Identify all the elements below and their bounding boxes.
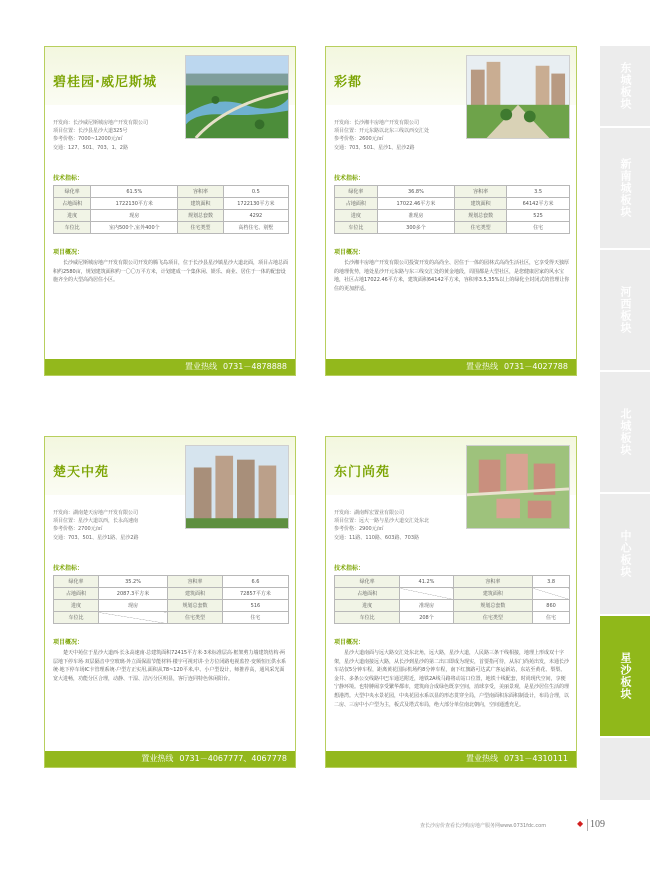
developer-line: 开发商：长沙湘丰房地产开发有限公司 <box>334 120 420 126</box>
overview-label: 项目概况： <box>334 249 365 256</box>
price-line: 参考价格：7000~12000元/㎡ <box>53 136 123 143</box>
spec-label: 进度 <box>335 600 400 612</box>
spec-label: 建筑面积 <box>178 198 223 210</box>
tab-label: 东城板块 <box>619 62 632 110</box>
tab-hexi[interactable] <box>600 250 650 370</box>
property-info <box>334 119 469 152</box>
spec-value: 300多个 <box>377 222 455 234</box>
hotline-label: 置业热线 <box>141 754 174 763</box>
spec-value: 3.5 <box>507 186 570 198</box>
project-description: 长沙威尼斯城房地产开发有限公司开发的腾飞岛项目，位于长沙县星沙镇星沙大道北面，项目占地总面积约2580亩，规划建筑面积约一〇〇万平方米，计划建成一个集休闲、娱乐、商业、居住于一体的配套设施齐全的大型高尚居住小区。 <box>53 260 289 284</box>
property-info <box>334 509 469 542</box>
property-info <box>53 509 188 542</box>
spec-value: 6.6 <box>222 576 288 588</box>
tab-zhongxin[interactable] <box>600 494 650 614</box>
spec-value: 现房 <box>91 210 178 222</box>
price-line: 参考价格：2900元/㎡ <box>334 526 384 533</box>
spec-label: 住宅类型 <box>453 612 532 624</box>
spec-value: 高档住宅、别墅 <box>223 222 288 234</box>
hotline-number: 0731－4067777、4067778 <box>179 754 287 763</box>
spec-label: 建筑面积 <box>455 198 507 210</box>
tech-label: 技术指标： <box>334 175 365 182</box>
spec-value-empty <box>98 612 167 624</box>
spec-value: 1722130平方米 <box>223 198 288 210</box>
spec-value: 525 <box>507 210 570 222</box>
sales-hotline <box>326 359 576 375</box>
spec-label: 车位比 <box>335 612 400 624</box>
spec-value: 860 <box>533 600 570 612</box>
hotline-number: 0731－4310111 <box>504 754 568 763</box>
hotline-number: 0731－4027788 <box>504 362 568 371</box>
spec-value: 35.2% <box>98 576 167 588</box>
tab-dongcheng[interactable] <box>600 46 650 126</box>
tab-label: 星沙板块 <box>619 652 632 700</box>
spec-label: 占地面积 <box>335 588 400 600</box>
tab-xinnancheng[interactable] <box>600 128 650 248</box>
tab-label: 北城板块 <box>619 408 632 456</box>
spec-table <box>334 185 570 234</box>
hotline-label: 置业热线 <box>466 362 498 371</box>
property-card <box>44 46 296 376</box>
property-card <box>325 46 577 376</box>
spec-label: 占地面积 <box>54 588 99 600</box>
spec-value: 61.5% <box>91 186 178 198</box>
spec-value: 准现房 <box>400 600 454 612</box>
spec-value: 36.8% <box>377 186 455 198</box>
spec-value: 室内500个,室外400个 <box>91 222 178 234</box>
spec-value: 4292 <box>223 210 288 222</box>
spec-label: 容积率 <box>168 576 223 588</box>
spec-label: 占地面积 <box>335 198 378 210</box>
spec-label: 规划总套数 <box>453 600 532 612</box>
spec-table <box>334 575 570 624</box>
project-description: 长沙湘丰房地产开发有限公司投资开发的高尚全、居住于一体的园林式高尚生活社区，它享受得天独厚的地理优势，地处星沙开元东路与东三线交汇处的黄金地段，周围都是大型社区，是您健康居家的风水宝地，社区占地17022.46平方米，建筑面积64142平方米，容积率3.5,35%以上的绿化全封闭式的管理让你住的更加舒适。 <box>334 260 570 292</box>
tech-label: 技术指标： <box>334 565 365 572</box>
location-line: 项目位置：长沙县星沙大道325号 <box>53 128 128 135</box>
price-line: 参考价格：2600元/㎡ <box>334 136 384 143</box>
overview-label: 项目概况： <box>53 639 84 646</box>
high-rise-towers-icon <box>185 445 289 529</box>
spec-label: 车位比 <box>54 222 91 234</box>
tech-label: 技术指标： <box>53 175 84 182</box>
spec-label: 绿化率 <box>54 186 91 198</box>
spec-value: 准现房 <box>377 210 455 222</box>
spec-value: 现房 <box>98 600 167 612</box>
spec-label: 绿化率 <box>54 576 99 588</box>
property-title: 楚天中苑 <box>53 465 110 480</box>
spec-label: 住宅类型 <box>178 222 223 234</box>
sales-hotline <box>326 751 576 767</box>
price-line: 参考价格：2700元/㎡ <box>53 526 103 533</box>
spec-label: 建筑面积 <box>168 588 223 600</box>
spec-value: 64142平方米 <box>507 198 570 210</box>
spec-label: 住宅类型 <box>455 222 507 234</box>
property-title: 碧桂园·威尼斯城 <box>53 75 157 90</box>
project-description: 星沙大道南面与远大路交汇处东北角，远大路，星沙大道，人民路三条干线相接，地理上形成双十字架，星沙大道南接远大路，从长沙到星沙的第二出口即成为现实，首要指可待，从东门尚苑出发，未通长沙车站仅5分钟车程，距离黄花国际机场约8分钟车程，南下红旗路可达武广客运新站，东站至黄花、梨梨、金井、多条公交线路中巴车通达附近，地铁2A线马路将动站口位置，地铁十线配套，时尚现代空间，享便宁静环境。也特膊闹享受繁华都市，建筑商合成绿色既享空间，消球享受，美丽景观，是星沙居住生活的理想港湾。大型中央水景花园，中央花园水系以显的形态贯穿全局，户型南面积东面积制设计，布局合理，以二房、三房中小户型为主，板式及塔式布局，绝大部分单位南北朝向，空间通透充足。 <box>334 650 570 708</box>
spec-label: 住宅类型 <box>168 612 223 624</box>
spec-value: 住宅 <box>222 612 288 624</box>
project-description: 楚天中苑位于星沙大道西·长永高速南·总建筑面积72415平方米·3米标准层高·框架剪力墙建筑结构·两层地下停车场·双层隔音中空玻璃·外立面保温节能材料·楼宇可视对讲·全方位闭路电视监控·变频恒压供水系统·地下停车场IC卡管理系统·户型方正实用,面积从78~120平米,中、小户型设计，师推荐高，通风采光面宽大进畅，功能分区合理，动静、干湿、洁污分区明显，客厅连同特色休闲阳台。 <box>53 650 286 682</box>
tab-beicheng[interactable] <box>600 372 650 492</box>
spec-value-empty <box>400 588 454 600</box>
developer-line: 开发商：湖南辉宏置业有限公司 <box>334 510 405 516</box>
tech-label: 技术指标： <box>53 565 84 572</box>
tab-xingsha[interactable] <box>600 616 650 736</box>
property-title: 东门尚苑 <box>334 465 391 480</box>
spec-label: 规划总套数 <box>178 210 223 222</box>
spec-label: 规划总套数 <box>168 600 223 612</box>
spec-label: 建筑面积 <box>453 588 532 600</box>
spec-label: 车位比 <box>54 612 99 624</box>
spec-label: 绿化率 <box>335 576 400 588</box>
spec-label: 容积率 <box>455 186 507 198</box>
property-info <box>53 119 188 152</box>
spec-value: 3.8 <box>533 576 570 588</box>
property-card <box>44 436 296 768</box>
spec-value: 208个 <box>400 612 454 624</box>
spec-value-empty <box>533 588 570 600</box>
aerial-green-resort-icon <box>185 55 289 139</box>
hotline-label: 置业热线 <box>185 362 217 371</box>
tab-label: 新南城板块 <box>619 158 632 218</box>
spec-label: 进度 <box>335 210 378 222</box>
spec-label: 容积率 <box>453 576 532 588</box>
overview-label: 项目概况： <box>334 639 365 646</box>
property-card <box>325 436 577 768</box>
hotline-number: 0731－4878888 <box>223 362 287 371</box>
sales-hotline <box>45 751 295 767</box>
spec-value: 41.2% <box>400 576 454 588</box>
residential-blocks-icon <box>466 445 570 529</box>
spec-table <box>53 185 289 234</box>
overview-label: 项目概况： <box>53 249 84 256</box>
location-line: 项目位置：远大一路与星沙大道交汇处东北 <box>334 518 430 525</box>
spec-table <box>53 575 289 624</box>
spec-value: 2087.3平方米 <box>98 588 167 600</box>
page-number: 109 <box>590 819 605 830</box>
spec-value: 0.5 <box>223 186 288 198</box>
footer-divider <box>587 819 588 831</box>
spec-label: 进度 <box>54 210 91 222</box>
spec-label: 占地面积 <box>54 198 91 210</box>
spec-label: 绿化率 <box>335 186 378 198</box>
hotline-label: 置业热线 <box>466 754 498 763</box>
spec-value: 17022.46平方米 <box>377 198 455 210</box>
spec-value: 1722130平方米 <box>91 198 178 210</box>
location-line: 项目位置：开元东路以北东三线以西交汇处 <box>334 128 430 135</box>
tab-label: 中心板块 <box>619 530 632 578</box>
property-title: 彩都 <box>334 75 363 90</box>
transit-line: 交通：703、501、星沙1路、星沙2路 <box>53 534 139 541</box>
developer-line: 开发商：长沙威尼斯城房地产开发有限公司 <box>53 120 149 126</box>
tab-spacer <box>600 738 650 800</box>
sales-hotline <box>45 359 295 375</box>
spec-value: 72857平方米 <box>222 588 288 600</box>
spec-value: 住宅 <box>533 612 570 624</box>
tab-label: 河西板块 <box>619 286 632 334</box>
footer-text: 查长沙房价查看长沙购房地产服务网www.0731fdc.com <box>420 823 547 829</box>
transit-line: 交通：127、501、703、1、2路 <box>53 144 128 151</box>
spec-value: 516 <box>222 600 288 612</box>
transit-line: 交通：11路、110路、603路、703路 <box>334 534 419 541</box>
publisher-logo-icon: ◆ <box>577 819 584 828</box>
towers-garden-icon <box>466 55 570 139</box>
spec-value: 住宅 <box>507 222 570 234</box>
spec-label: 进度 <box>54 600 99 612</box>
developer-line: 开发商：湖南楚天房地产开发有限公司 <box>53 510 139 516</box>
location-line: 项目位置：星沙大道以西，长永高速南 <box>53 518 139 525</box>
transit-line: 交通：703、501、星沙1、星沙2路 <box>334 144 415 151</box>
spec-label: 车位比 <box>335 222 378 234</box>
spec-label: 规划总套数 <box>455 210 507 222</box>
spec-label: 容积率 <box>178 186 223 198</box>
